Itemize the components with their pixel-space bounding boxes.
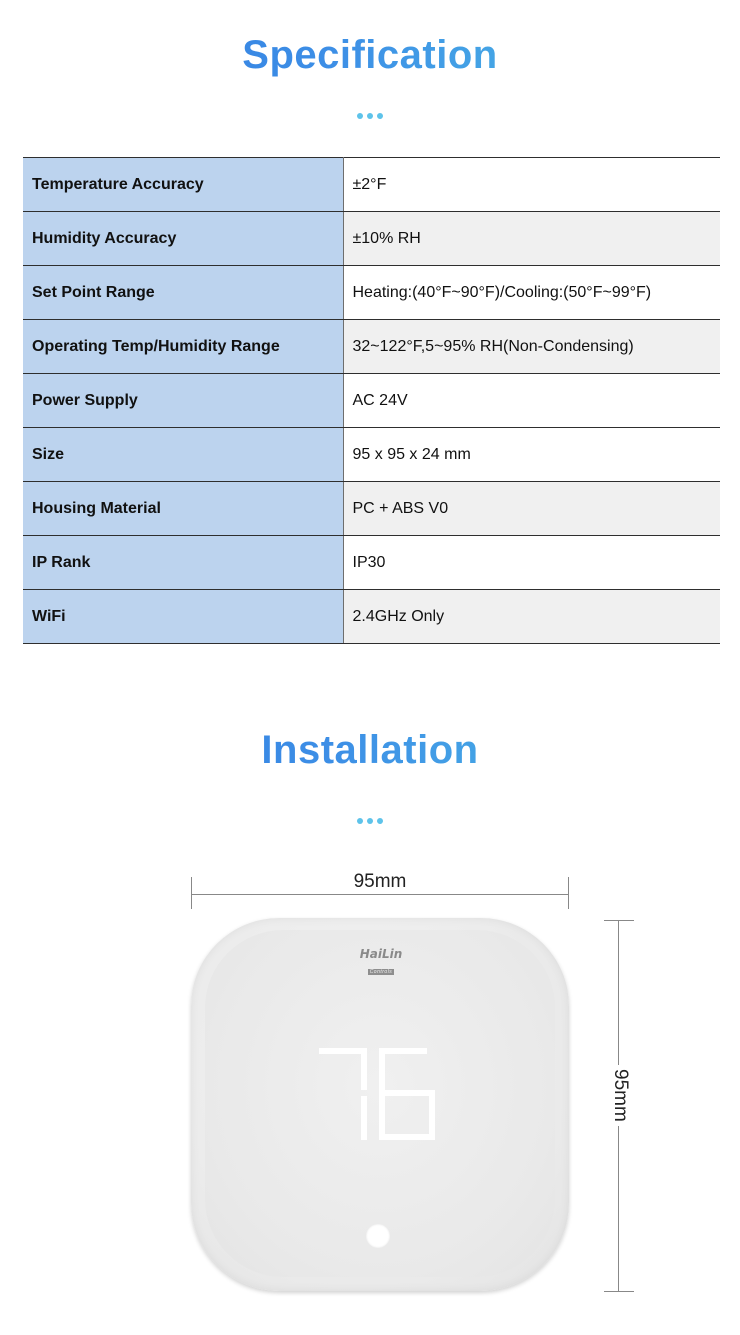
table-row [23,590,720,644]
table-row [23,428,720,482]
spec-value: 32~122°F,5~95% RH(Non-Condensing) [343,320,720,374]
height-dimension-label: 95mm [609,1065,631,1125]
spec-label: Temperature Accuracy [23,158,343,212]
installation-title: Installation [0,728,740,773]
spec-value: ±2°F [343,158,720,212]
specification-divider-dots [0,106,740,114]
table-row [23,482,720,536]
spec-value: 2.4GHz Only [343,590,720,644]
table-row [23,374,720,428]
table-row [23,320,720,374]
spec-value: AC 24V [343,374,720,428]
table-row [23,212,720,266]
spec-label: WiFi [23,590,343,644]
spec-value: 95 x 95 x 24 mm [343,428,720,482]
spec-label: Humidity Accuracy [23,212,343,266]
spec-label: Operating Temp/Humidity Range [23,320,343,374]
spec-label: Power Supply [23,374,343,428]
spec-label: Housing Material [23,482,343,536]
installation-divider-dots [0,811,740,819]
spec-value: Heating:(40°F~90°F)/Cooling:(50°F~99°F) [343,266,720,320]
spec-value: PC + ABS V0 [343,482,720,536]
temperature-display [317,1046,439,1142]
spec-label: IP Rank [23,536,343,590]
brand-logo: HaiLin Controls [359,947,403,975]
device-button [366,1224,390,1248]
spec-value: ±10% RH [343,212,720,266]
table-row [23,266,720,320]
table-row [23,158,720,212]
specification-table [23,157,720,644]
specification-title: Specification [0,33,740,78]
spec-value: IP30 [343,536,720,590]
thermostat-device [191,918,569,1291]
width-dimension-label: 95mm [191,871,569,893]
spec-label: Set Point Range [23,266,343,320]
table-row [23,536,720,590]
spec-label: Size [23,428,343,482]
